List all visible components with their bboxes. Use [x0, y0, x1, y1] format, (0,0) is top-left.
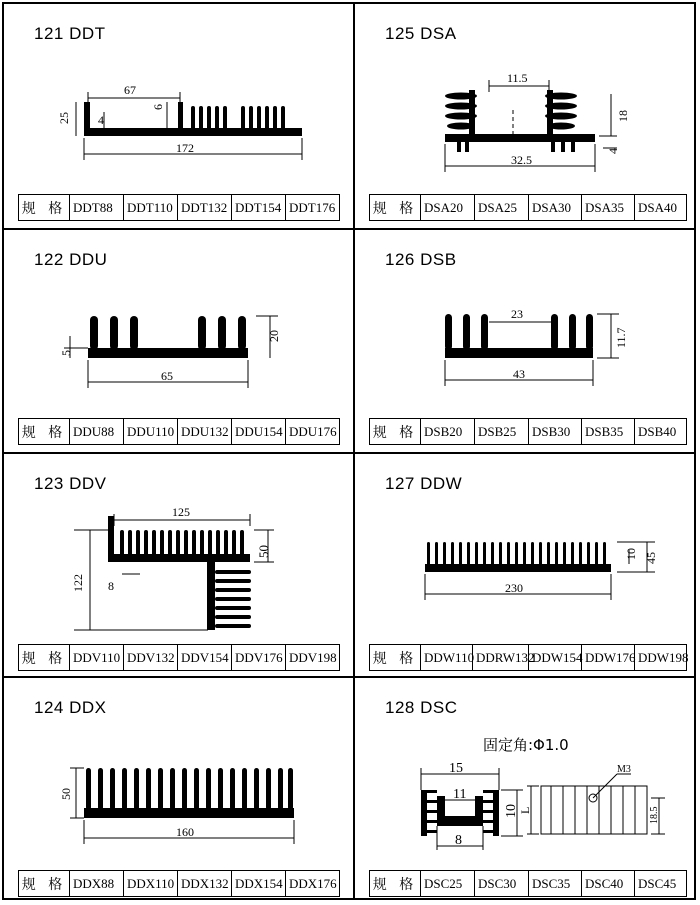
- model-cell: DDX154: [231, 871, 285, 896]
- spec-table: [369, 194, 687, 221]
- catalog-sheet: [2, 2, 696, 900]
- spec-table: [18, 194, 340, 221]
- model-cell: DDW176: [581, 645, 634, 670]
- model-cell: DDV132: [123, 645, 177, 670]
- model-cell: DSB25: [474, 419, 528, 444]
- ddv-profile-drawing: [4, 454, 349, 676]
- dim-label: 50: [256, 545, 271, 558]
- spec-table: [18, 644, 340, 671]
- dim-label: 23: [511, 307, 523, 321]
- dim-label: 18: [616, 110, 630, 122]
- dim-label: M3: [617, 764, 631, 775]
- dim-label: 11: [453, 787, 467, 802]
- dim-label: 10: [624, 548, 638, 560]
- dim-label: 6: [151, 104, 165, 110]
- spec-label: 规 格: [372, 200, 418, 217]
- spec-label: 规 格: [372, 876, 418, 893]
- ddx-profile-drawing: [4, 678, 349, 900]
- dim-label: L: [518, 806, 532, 814]
- panel-ddx: [4, 678, 349, 900]
- model-cell: DDU176: [285, 419, 338, 444]
- dim-label: 67: [124, 83, 136, 97]
- model-cell: DSA20: [420, 195, 474, 220]
- panel-title: 125 DSA: [385, 24, 457, 43]
- dim-label: 32.5: [511, 153, 532, 167]
- spec-label: 规 格: [372, 424, 418, 441]
- dim-label: 160: [176, 825, 194, 839]
- spec-label: 规 格: [21, 424, 67, 441]
- panel-dsa: [355, 4, 700, 228]
- panel-ddu: [4, 230, 349, 452]
- model-cell: DDW110: [420, 645, 472, 670]
- spec-label: 规 格: [21, 200, 67, 217]
- model-cell: DDV154: [177, 645, 231, 670]
- model-cell: DDT110: [123, 195, 177, 220]
- spec-label: 规 格: [21, 876, 67, 893]
- panel-ddt: [4, 4, 349, 228]
- dim-label: 18.5: [649, 806, 660, 824]
- model-cell: DDV176: [231, 645, 285, 670]
- dim-label: 11.7: [614, 327, 628, 348]
- dim-label: 25: [57, 112, 71, 124]
- dim-label: 65: [161, 369, 173, 383]
- panel-dsc: [355, 678, 700, 900]
- panel-title: 122 DDU: [34, 250, 108, 269]
- dim-label: 4: [98, 113, 104, 127]
- dim-label: 10: [504, 804, 519, 818]
- dim-label: 8: [108, 579, 114, 593]
- model-cell: DDV110: [69, 645, 123, 670]
- model-cell: DDU154: [231, 419, 285, 444]
- dsc-profile-drawing: [355, 678, 700, 900]
- panel-title: 128 DSC: [385, 698, 458, 717]
- model-cell: DDW198: [634, 645, 685, 670]
- dim-label: 125: [172, 505, 190, 519]
- model-cell: DSC40: [581, 871, 634, 896]
- model-cell: DSA35: [581, 195, 634, 220]
- spec-table: [369, 644, 687, 671]
- model-cell: DDT88: [69, 195, 123, 220]
- model-cell: DSB20: [420, 419, 474, 444]
- model-cell: DDRW132: [472, 645, 528, 670]
- model-cell: DSB35: [581, 419, 634, 444]
- dim-label: 43: [513, 367, 525, 381]
- model-cell: DSA25: [474, 195, 528, 220]
- mounting-note: 固定角:Φ1.0: [483, 736, 569, 754]
- model-cell: DSB30: [528, 419, 581, 444]
- model-cell: DDV198: [285, 645, 338, 670]
- dim-label: 122: [71, 574, 85, 592]
- spec-table: [18, 870, 340, 897]
- model-cell: DSC25: [420, 871, 474, 896]
- spec-table: [18, 418, 340, 445]
- panel-ddw: [355, 454, 700, 676]
- spec-table: [369, 418, 687, 445]
- model-cell: DSB40: [634, 419, 685, 444]
- dim-label: 45: [644, 552, 658, 564]
- model-cell: DDX176: [285, 871, 338, 896]
- model-cell: DSC35: [528, 871, 581, 896]
- dim-label: 20: [267, 330, 281, 342]
- model-cell: DDX88: [69, 871, 123, 896]
- panel-dsb: [355, 230, 700, 452]
- spec-table: [369, 870, 687, 897]
- dim-label: 8: [455, 833, 462, 848]
- model-cell: DSC30: [474, 871, 528, 896]
- dim-label: 4: [606, 148, 620, 154]
- panel-title: 126 DSB: [385, 250, 457, 269]
- panel-title: 123 DDV: [34, 474, 107, 493]
- model-cell: DSC45: [634, 871, 685, 896]
- dim-label: 50: [59, 788, 73, 800]
- model-cell: DDT132: [177, 195, 231, 220]
- model-cell: DDU110: [123, 419, 177, 444]
- ddt-profile: [84, 102, 302, 136]
- dim-label: 230: [505, 581, 523, 595]
- dim-label: 172: [176, 141, 194, 155]
- model-cell: DSA30: [528, 195, 581, 220]
- model-cell: DSA40: [634, 195, 685, 220]
- model-cell: DDW154: [528, 645, 581, 670]
- model-cell: DDU132: [177, 419, 231, 444]
- panel-title: 124 DDX: [34, 698, 107, 717]
- panel-title: 121 DDT: [34, 24, 106, 43]
- panel-title: 127 DDW: [385, 474, 463, 493]
- dim-label: 11.5: [507, 71, 528, 85]
- panel-ddv: [4, 454, 349, 676]
- model-cell: DDU88: [69, 419, 123, 444]
- model-cell: DDT154: [231, 195, 285, 220]
- ddw-profile-drawing: [355, 454, 700, 676]
- model-cell: DDX110: [123, 871, 177, 896]
- dim-label: 5: [59, 350, 73, 356]
- model-cell: DDX132: [177, 871, 231, 896]
- model-cell: DDT176: [285, 195, 338, 220]
- dim-label: 15: [449, 761, 463, 776]
- spec-label: 规 格: [372, 650, 418, 667]
- spec-label: 规 格: [21, 650, 67, 667]
